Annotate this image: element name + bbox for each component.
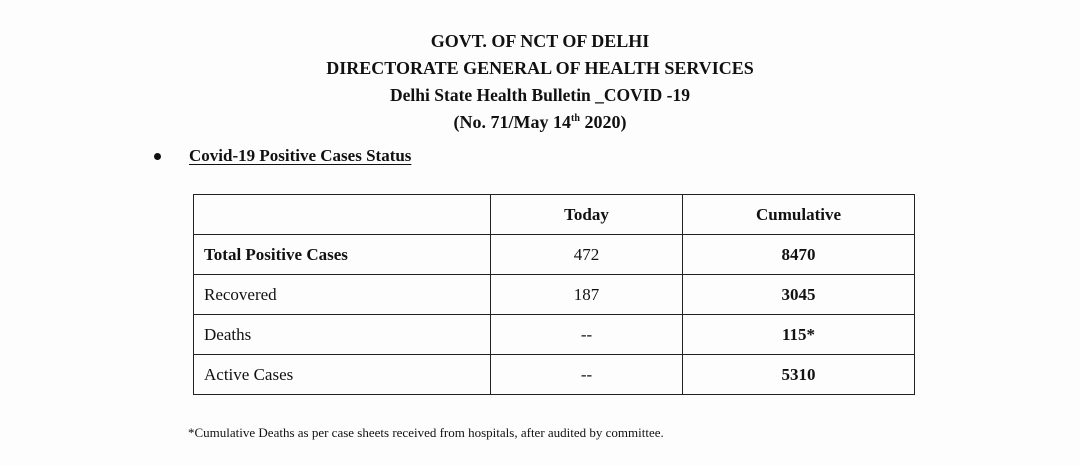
row-today-value: -- xyxy=(491,355,683,395)
row-today-value: 187 xyxy=(491,275,683,315)
table-row xyxy=(194,315,915,355)
directorate-title: DIRECTORATE GENERAL OF HEALTH SERVICES xyxy=(326,58,754,78)
row-label: Active Cases xyxy=(194,355,491,395)
column-header-today: Today xyxy=(491,195,683,235)
row-cumulative-value: 3045 xyxy=(683,275,915,315)
row-label: Deaths xyxy=(194,315,491,355)
bulletin-number xyxy=(0,109,1080,136)
row-cumulative-value: 115* xyxy=(683,315,915,355)
row-label: Recovered xyxy=(194,275,491,315)
section-title: Covid-19 Positive Cases Status xyxy=(189,146,412,165)
bulletin-header xyxy=(0,28,1080,136)
row-cumulative-value: 5310 xyxy=(683,355,915,395)
column-header-cumulative: Cumulative xyxy=(683,195,915,235)
table-row xyxy=(194,235,915,275)
table-header-row xyxy=(194,195,915,235)
bullet-icon xyxy=(154,153,161,160)
bulletin-title: Delhi State Health Bulletin _COVID -19 xyxy=(390,85,690,105)
govt-title: GOVT. OF NCT OF DELHI xyxy=(430,31,650,51)
deaths-footnote: *Cumulative Deaths as per case sheets received from hospitals, after audited by committee. xyxy=(188,425,664,440)
table-row xyxy=(194,275,915,315)
table-row xyxy=(194,355,915,395)
section-heading xyxy=(154,146,411,166)
column-header-label xyxy=(194,195,491,235)
row-cumulative-value: 8470 xyxy=(683,235,915,275)
bulletin-number-suffix: 2020) xyxy=(579,112,627,132)
row-today-value: 472 xyxy=(491,235,683,275)
date-ordinal-suffix: th xyxy=(571,113,580,124)
row-today-value: -- xyxy=(491,315,683,355)
bulletin-number-prefix: (No. 71/May 14 xyxy=(453,112,572,132)
row-label: Total Positive Cases xyxy=(194,235,491,275)
cases-status-table xyxy=(193,194,915,395)
